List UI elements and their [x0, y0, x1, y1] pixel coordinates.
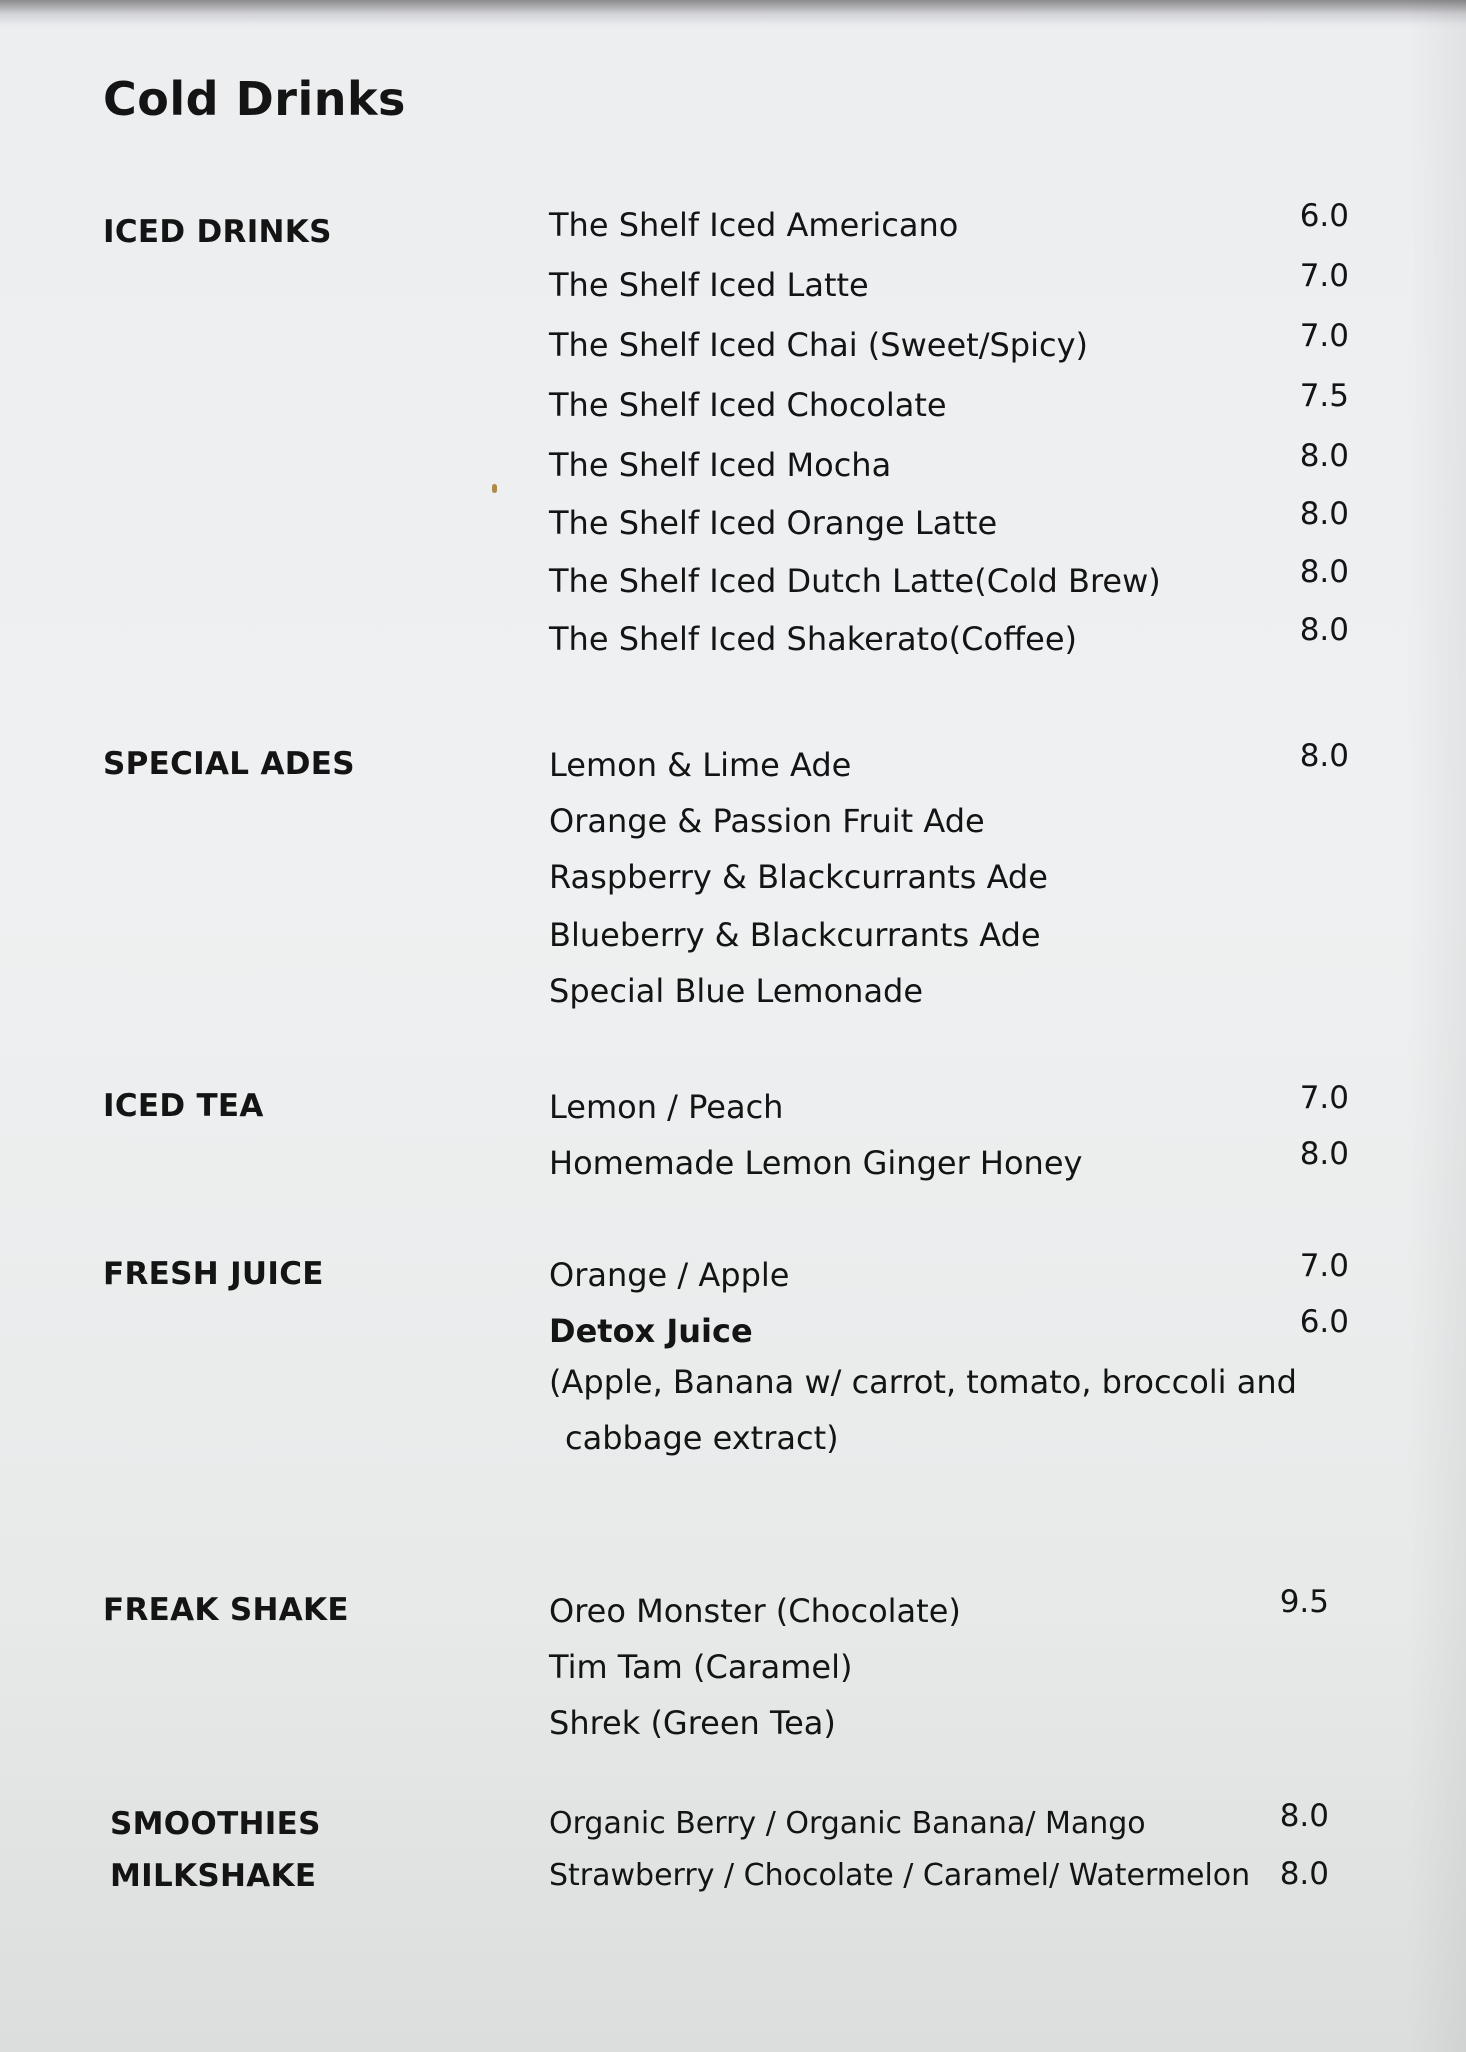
menu-item: [549, 738, 1349, 786]
item-price: 6.0: [1299, 198, 1349, 234]
item-name: The Shelf Iced Chocolate: [549, 386, 947, 424]
menu-item: [549, 258, 1349, 306]
item-name: The Shelf Iced Shakerato(Coffee): [549, 620, 1077, 658]
item-name: The Shelf Iced Latte: [549, 266, 869, 304]
item-name: Organic Berry / Organic Banana/ Mango: [549, 1806, 1146, 1841]
menu-item: [549, 1248, 1349, 1296]
menu-item: [549, 1798, 1329, 1846]
item-name: The Shelf Iced Mocha: [549, 446, 892, 484]
menu-item: [549, 1304, 1349, 1352]
item-price: 9.5: [1279, 1584, 1329, 1620]
item-price: 7.0: [1299, 1080, 1349, 1116]
item-name: Orange & Passion Fruit Ade: [549, 802, 985, 840]
item-name: The Shelf Iced Orange Latte: [549, 504, 998, 542]
item-name: Lemon / Peach: [549, 1088, 784, 1126]
menu-item: [549, 916, 1349, 956]
menu-item: [549, 438, 1349, 486]
item-price: 7.5: [1299, 378, 1349, 414]
item-description: [549, 1354, 1309, 1466]
item-price: 8.0: [1279, 1798, 1329, 1834]
page-title: Cold Drinks: [103, 72, 406, 126]
category-label: FRESH JUICE: [103, 1256, 324, 1292]
item-price: 8.0: [1299, 554, 1349, 590]
menu-item: [549, 1584, 1349, 1632]
menu-item: [549, 612, 1349, 660]
category-label: SPECIAL ADES: [103, 746, 355, 782]
menu-item: [549, 1858, 1329, 1898]
category-label: FREAK SHAKE: [103, 1592, 349, 1628]
item-price: 6.0: [1299, 1304, 1349, 1340]
item-name: Orange / Apple: [549, 1256, 790, 1294]
description-line: cabbage extract): [565, 1419, 839, 1457]
menu-item: [549, 554, 1349, 602]
menu-item: [549, 1704, 1349, 1744]
item-price: 8.0: [1299, 438, 1349, 474]
top-shadow: [0, 0, 1466, 24]
item-price: 8.0: [1299, 738, 1349, 774]
item-name: Special Blue Lemonade: [549, 972, 924, 1010]
category-label: ICED TEA: [103, 1088, 264, 1124]
menu-item: [549, 198, 1349, 246]
menu-item: [549, 378, 1349, 426]
menu-item: [549, 972, 1349, 1012]
item-name: Strawberry / Chocolate / Caramel/ Watermelon: [549, 1858, 1251, 1893]
paper-speck: [492, 484, 497, 493]
item-price: 8.0: [1299, 496, 1349, 532]
item-price: 8.0: [1279, 1856, 1329, 1892]
menu-item: [549, 802, 1349, 842]
item-price: 7.0: [1299, 318, 1349, 354]
item-price: 8.0: [1299, 612, 1349, 648]
item-name: Detox Juice: [549, 1312, 753, 1350]
category-label: MILKSHAKE: [110, 1858, 317, 1894]
item-name: Shrek (Green Tea): [549, 1704, 836, 1742]
item-name: Oreo Monster (Chocolate): [549, 1592, 961, 1630]
category-label: ICED DRINKS: [103, 214, 332, 250]
menu-item: [549, 496, 1349, 544]
item-name: Tim Tam (Caramel): [549, 1648, 853, 1686]
item-name: The Shelf Iced Americano: [549, 206, 959, 244]
item-price: 7.0: [1299, 258, 1349, 294]
menu-item: [549, 318, 1349, 366]
menu-item: [549, 1080, 1349, 1128]
item-name: Homemade Lemon Ginger Honey: [549, 1144, 1083, 1182]
item-name: The Shelf Iced Dutch Latte(Cold Brew): [549, 562, 1161, 600]
item-name: The Shelf Iced Chai (Sweet/Spicy): [549, 326, 1088, 364]
right-shadow: [1406, 0, 1466, 2052]
menu-item: [549, 1648, 1349, 1688]
item-name: Raspberry & Blackcurrants Ade: [549, 858, 1048, 896]
category-label: SMOOTHIES: [110, 1806, 321, 1842]
menu-item: [549, 858, 1349, 898]
item-name: Lemon & Lime Ade: [549, 746, 852, 784]
menu-item: [549, 1136, 1349, 1184]
item-price: 8.0: [1299, 1136, 1349, 1172]
description-line: (Apple, Banana w/ carrot, tomato, broccoli and: [549, 1363, 1297, 1401]
item-price: 7.0: [1299, 1248, 1349, 1284]
item-name: Blueberry & Blackcurrants Ade: [549, 916, 1041, 954]
